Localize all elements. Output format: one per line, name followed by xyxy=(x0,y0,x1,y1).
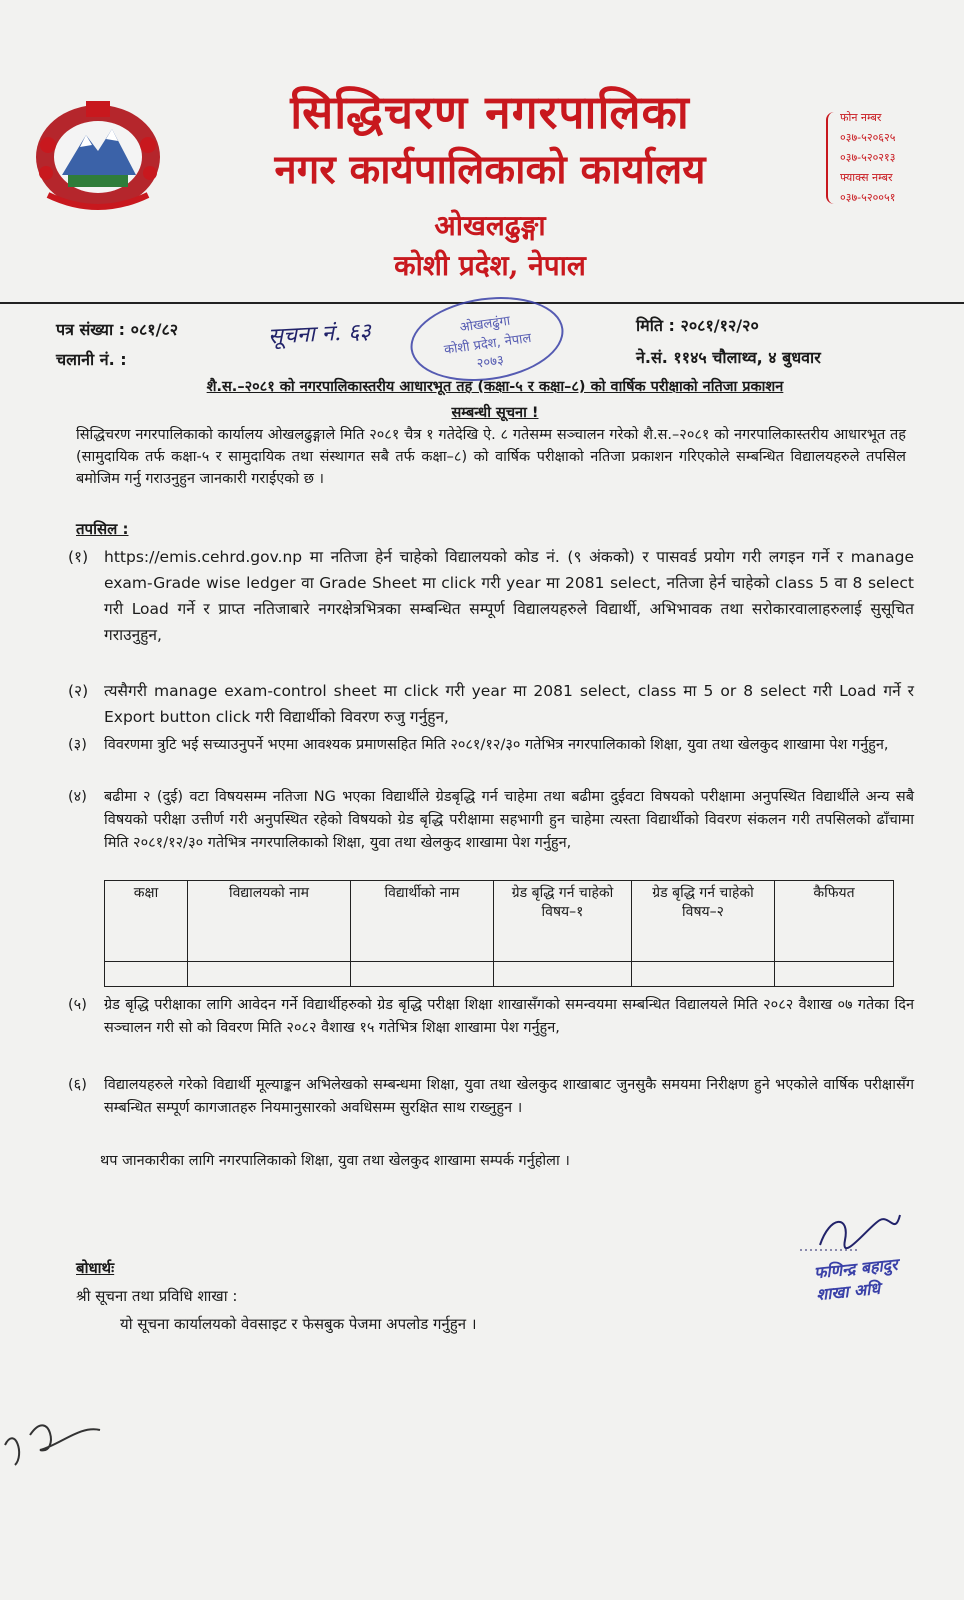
letter-date xyxy=(636,314,759,336)
item-number: (१) xyxy=(68,548,89,566)
list-item xyxy=(68,544,914,648)
closing-line: थप जानकारीका लागि नगरपालिकाको शिक्षा, युवा तथा खेलकुद शाखामा सम्पर्क गर्नुहोला । xyxy=(100,1153,570,1169)
margin-initials-icon xyxy=(0,1395,110,1475)
reference-value: ०८१/८२ xyxy=(130,320,179,339)
table-header: ग्रेड बृद्धि गर्न चाहेको विषय–१ xyxy=(494,881,632,962)
tapasil-heading: तपसिल : xyxy=(76,520,129,538)
date-value: २०८१/१२/२० xyxy=(680,316,759,335)
table-cell xyxy=(188,962,351,987)
item-number: (४) xyxy=(68,789,87,805)
list-item xyxy=(68,994,914,1040)
item-number: (६) xyxy=(68,1077,87,1093)
list-item xyxy=(68,678,914,730)
notice-number: सूचना नं. ६३ xyxy=(267,319,372,350)
subject-line-2: सम्बन्धी सूचना ! xyxy=(451,405,539,421)
intro-paragraph: सिद्धिचरण नगरपालिकाको कार्यालय ओखलढुङ्गाले मिति २०८१ चैत्र १ गतेदेखि ऐ. ८ गतेसम्म सञ्चालन गरेको शै.स.–२०८१ को नगरपालिकास्तरीय आधारभूत तह (सामुदायिक तर्फ कक्षा-५ र सामुदायिक तथा संस्थागत सबै तर्फ कक्षा–८) को वार्षिक परीक्षाको नतिजा प्रकाशन गरिएकोले सम्बन्धित विद्यालयहरुले तपसिल बमोजिम गर्नु गराउनुहुन जानकारी गराईएको छ । xyxy=(76,427,906,487)
phone-number-1: ०३७-५२०६२५ xyxy=(840,131,896,144)
district-name: ओखलढुङ्गा xyxy=(434,209,546,242)
table-header: ग्रेड बृद्धि गर्न चाहेको विषय–२ xyxy=(632,881,775,962)
nepal-sambat-date: ने.सं. ११४५ चौलाथ्व, ४ बुधवार xyxy=(636,348,821,367)
list-item xyxy=(68,734,914,757)
table-cell xyxy=(494,962,632,987)
item-text: विवरणमा त्रुटि भई सच्याउनुपर्ने भएमा आवश्यक प्रमाणसहित मिति २०८१/१२/३० गतेभित्र नगरपालिकाको शिक्षा, युवा तथा खेलकुद शाखामा पेश गर्नुहुन, xyxy=(104,737,889,753)
table-row xyxy=(105,962,894,987)
signatory xyxy=(813,1254,901,1307)
item-number: (३) xyxy=(68,737,87,753)
table-cell xyxy=(351,962,494,987)
subject xyxy=(80,374,910,426)
dispatch-number: चलानी नं. : xyxy=(56,350,127,369)
item-text: बढीमा २ (दुई) वटा विषयसम्म नतिजा NG भएका विद्यार्थीले ग्रेडबृद्धि गर्न चाहेमा तथा बढीमा दुईवटा विषयको परीक्षामा अनुपस्थित विद्यार्थीले अन्य सबै विषयको परीक्षा उत्तीर्ण गरी अनुपस्थित रहेको विषयको ग्रेड बृद्धि परीक्षामा सहभागी हुन चाहेमा त्यस्ता विद्यार्थीको विवरण संकलन गरी तपसिलको ढाँचामा मिति २०८१/१२/३० गतेभित्र नगरपालिकाको शिक्षा, युवा तथा खेलकुद शाखामा पेश गर्नुहुन, xyxy=(104,789,914,851)
stamp-line-1: ओखलढुंगा xyxy=(458,313,512,336)
table-header: कैफियत xyxy=(775,881,894,962)
item-number: (२) xyxy=(68,682,89,700)
signatory-title: शाखा अधि xyxy=(815,1278,882,1305)
grade-improvement-table xyxy=(104,880,894,987)
org-name: सिद्धिचरण नगरपालिका xyxy=(290,85,690,139)
item-text: त्यसैगरी manage exam-control sheet मा click गरी year मा 2081 select, class मा 5 or 8 select गरी Load गर्ने र Export button click गरी विद्यार्थीको विवरण रुजु गर्नुहुन, xyxy=(104,682,914,726)
reference-label: पत्र संख्या : xyxy=(56,320,126,339)
letterhead xyxy=(180,82,800,286)
table-header: विद्यालयको नाम xyxy=(188,881,351,962)
phone-label: फोन नम्बर xyxy=(840,111,882,124)
table-header: कक्षा xyxy=(105,881,188,962)
contact-brace xyxy=(826,112,838,204)
bodhartha-label: बोधार्थः xyxy=(76,1259,115,1277)
table-cell xyxy=(105,962,188,987)
table-header-row xyxy=(105,881,894,962)
table-cell xyxy=(775,962,894,987)
item-text: विद्यालयहरुले गरेको विद्यार्थी मूल्याङ्कन अभिलेखको सम्बन्धमा शिक्षा, युवा तथा खेलकुद शाखाबाट जुनसुकै समयमा निरीक्षण हुने भएकोले वार्षिक परीक्षासँग सम्बन्धित सम्पूर्ण कागजातहरु नियमानुसारको अवधिसम्म सुरक्षित साथ राख्नुहुन । xyxy=(104,1077,914,1116)
list-item xyxy=(68,786,914,855)
contact-block xyxy=(840,108,960,208)
table-cell xyxy=(632,962,775,987)
fax-number: ०३७-५२००५१ xyxy=(840,191,896,204)
province-name: कोशी प्रदेश, नेपाल xyxy=(394,249,586,282)
date-label: मिति : xyxy=(636,316,675,335)
fax-label: फ्याक्स नम्बर xyxy=(840,171,893,184)
reference-number xyxy=(56,318,178,340)
item-number: (५) xyxy=(68,997,87,1013)
office-name: नगर कार्यपालिकाको कार्यालय xyxy=(274,146,706,193)
table-header: विद्यार्थीको नाम xyxy=(351,881,494,962)
list-item xyxy=(68,1074,914,1120)
nepal-emblem-icon xyxy=(28,95,168,215)
phone-number-2: ०३७-५२०२१३ xyxy=(840,151,896,164)
item-text: https://emis.cehrd.gov.np मा नतिजा हेर्न चाहेको विद्यालयको कोड नं. (९ अंकको) र पासवर्ड प्रयोग गरी लगइन गर्ने र manage exam-Grade wise ledger वा Grade Sheet मा click गरी year मा 2081 select, नतिजा हेर्न चाहेको class 5 वा 8 select गरी Load गर्ने र प्राप्त नतिजाबारे नगरक्षेत्रभित्रका सम्बन्धित सम्पूर्ण विद्यालयहरुले विद्यार्थी, अभिभावक तथा सरोकारवालाहरुलाई सुसूचित गराउनुहुन, xyxy=(104,548,914,644)
cc-instruction: यो सूचना कार्यालयको वेवसाइट र फेसबुक पेजमा अपलोड गर्नुहुन । xyxy=(120,1315,477,1333)
item-text: ग्रेड बृद्धि परीक्षाका लागि आवेदन गर्ने विद्यार्थीहरुको ग्रेड बृद्धि परीक्षा शिक्षा शाखासँगको समन्वयमा सम्बन्धित विद्यालयले मिति २०८२ वैशाख ०७ गतेका दिन सञ्चालन गरी सो को विवरण मिति २०८२ वैशाख १५ गतेभित्र शिक्षा शाखामा पेश गर्नुहुन, xyxy=(104,997,914,1036)
stamp-year: २०७३ xyxy=(475,352,505,372)
cc-recipient: श्री सूचना तथा प्रविधि शाखा : xyxy=(76,1287,238,1305)
stamp-line-2: कोशी प्रदेश, नेपाल xyxy=(443,330,533,358)
signatory-name: फणिन्द्र बहादुर xyxy=(813,1254,899,1283)
subject-line-1: शै.स.–२०८१ को नगरपालिकास्तरीय आधारभूत तह (कक्षा-५ र कक्षा–८) को वार्षिक परीक्षाको नतिजा प्रकाशन xyxy=(206,379,784,395)
